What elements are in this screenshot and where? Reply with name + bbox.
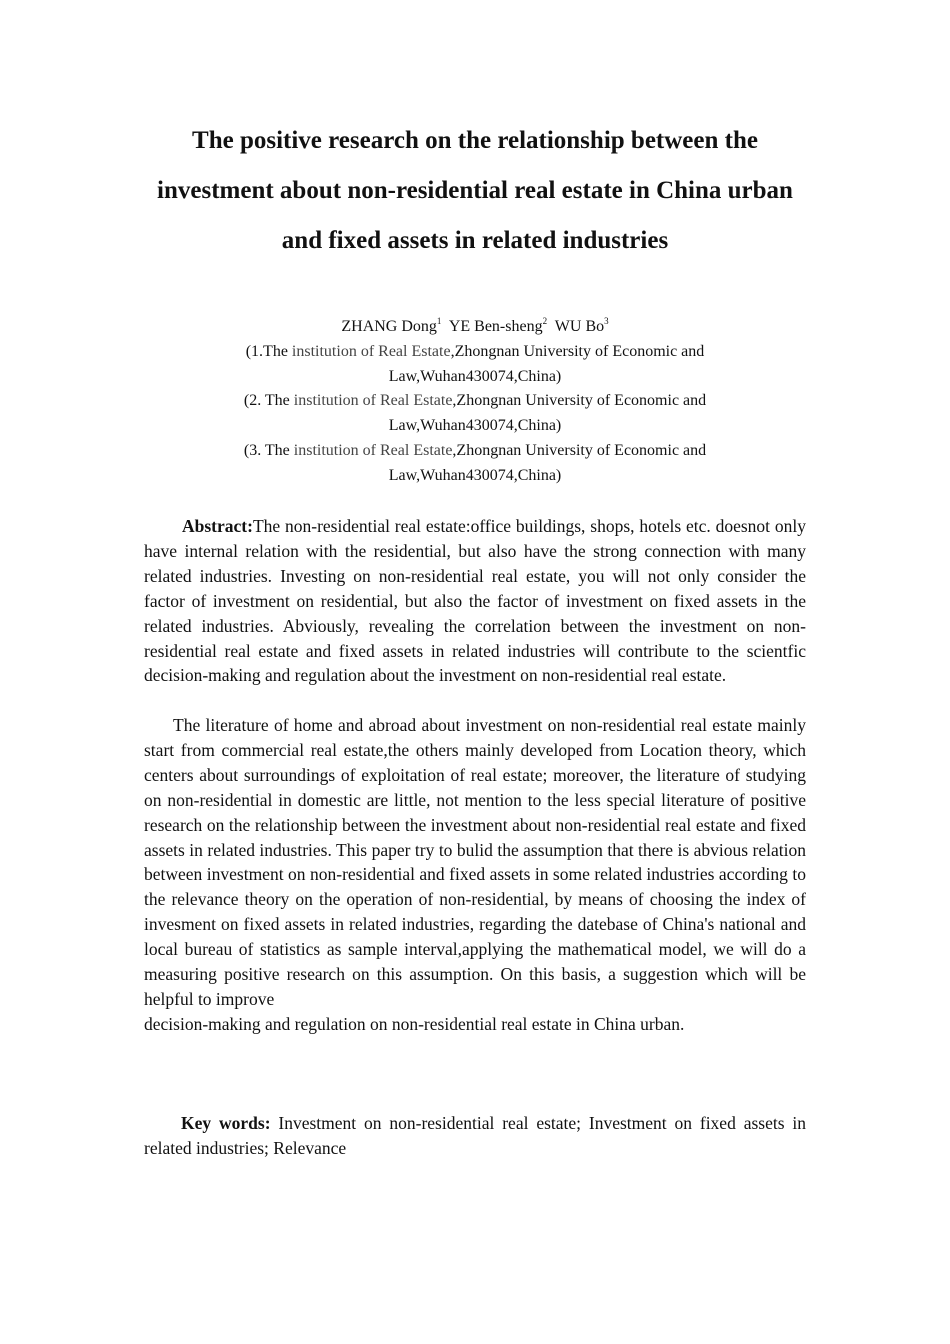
keywords-label: Key words:	[181, 1113, 271, 1133]
affiliation-address: Law,Wuhan430074,China)	[388, 466, 562, 484]
affiliation-institution: institution of Real Estate	[293, 441, 453, 459]
affiliation-prefix: (1.The	[245, 342, 292, 360]
title-line: and fixed assets in related industries	[281, 227, 669, 254]
affiliation-prefix: (2. The	[243, 392, 294, 410]
affiliation-institution: institution of Real Estate	[293, 392, 453, 410]
author-affil-mark: 1	[436, 316, 442, 326]
title-line: The positive research on the relationship between the	[192, 127, 758, 154]
affiliation-university: ,Zhongnan University of Economic and	[450, 342, 705, 360]
keywords-text: Investment on non-residential real estate; Investment on fixed assets in related industries; Relevance	[144, 1113, 806, 1158]
author-list	[200, 315, 750, 340]
body-paragraph	[144, 713, 806, 1037]
affiliation-university: ,Zhongnan University of Economic and	[452, 392, 707, 410]
paragraph-text: The literature of home and abroad about investment on non-residential real estate mainly start from commercial real estate,the others mainly developed from Location theory, which centers about surroundings of exploitation of real estate; moreover, the literature of studying on non-residential in domestic are little, not mention to the less special literature of positive research on the relationship between the investment about non-residential real estate and fixed assets in related industries. This paper try to bulid the assumption that there is abvious relation between investment on non-residential and fixed assets in some related industries according to the relevance theory on the operation of non-residential, by means of choosing the index of invesment on fixed assets in related industries, regarding the datebase of China's national and local bureau of statistics as sample interval,applying the mathematical model, we will do a measuring positive research on this assumption. On this basis, a suggestion which will be helpful to improve	[144, 715, 806, 1009]
abstract-text: The non-residential real estate:office buildings, shops, hotels etc. doesnot only have internal relation with the residential, but also have the strong connection with many related industries. Investing on non-residential real estate, you will not only consider the factor of investment on residential, but also the factor of investment on fixed assets in the related industries. Abviously, revealing the correlation between the investment on non-residential real estate and fixed assets in related industries will contribute to the scientfic decision-making and regulation about the investment on non-residential real estate.	[144, 516, 806, 686]
author-name: ZHANG Dong	[341, 318, 437, 335]
title-line: investment about non-residential real estate in China urban	[157, 177, 793, 204]
affiliation	[200, 389, 750, 439]
author-name: WU Bo	[554, 318, 605, 335]
author-affil-mark: 2	[542, 316, 548, 326]
affiliation	[200, 439, 750, 489]
author-affil-mark: 3	[604, 316, 609, 326]
keywords-paragraph	[144, 1111, 806, 1161]
affiliation-address: Law,Wuhan430074,China)	[388, 417, 562, 435]
abstract-paragraph	[144, 514, 806, 688]
affiliation	[200, 340, 750, 390]
affiliation-address: Law,Wuhan430074,China)	[388, 367, 562, 385]
affiliation-university: ,Zhongnan University of Economic and	[452, 441, 707, 459]
author-name: YE Ben-sheng	[448, 318, 543, 335]
paper-title	[130, 116, 820, 266]
abstract-label: Abstract:	[182, 516, 253, 536]
affiliation-prefix: (3. The	[243, 441, 294, 459]
author-block	[200, 315, 750, 489]
paragraph-tail: decision-making and regulation on non-residential real estate in China urban.	[144, 1013, 685, 1034]
affiliation-institution: institution of Real Estate	[291, 342, 451, 360]
